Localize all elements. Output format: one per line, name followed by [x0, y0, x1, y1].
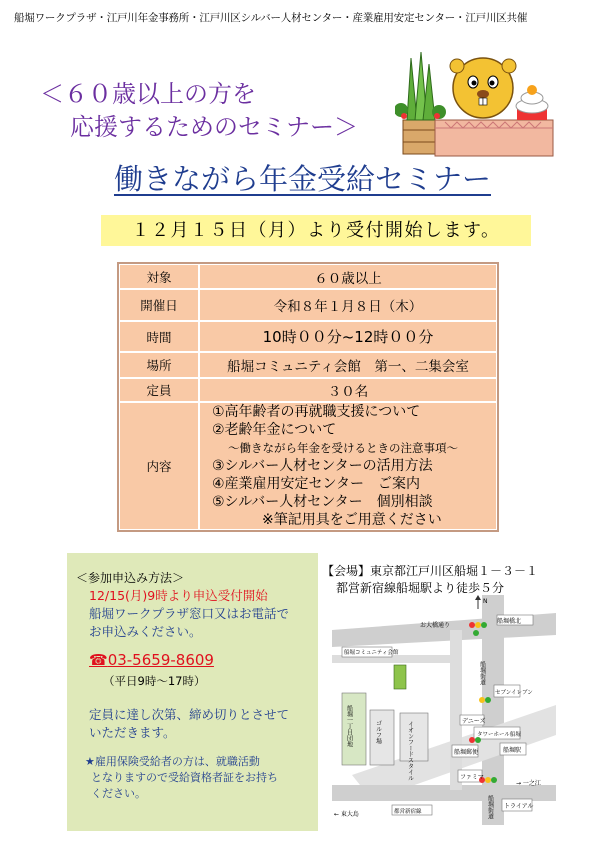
sponsors-line: 船堀ワークプラザ・江戸川年金事務所・江戸川区シルバー人材センター・産業雇用安定センター・江戸川区共催 — [14, 12, 528, 24]
content-item-3: ③シルバー人材センターの活用方法 — [212, 458, 433, 474]
map-label-1chome: 船堀一丁目団地 — [345, 705, 353, 747]
reception-banner: １２月１５日（月）より受付開始します。 — [101, 215, 531, 246]
map-label-seven-eleven: セブンイレブン — [495, 690, 533, 696]
content-label: 内容 — [119, 402, 199, 530]
application-box — [67, 553, 318, 831]
deadline-line-1: 定員に達し次第、締め切りとさせて — [89, 707, 290, 722]
page-title — [0, 157, 605, 198]
map-label-funabori-kaido-south: 船堀街道 — [486, 795, 494, 819]
apply-heading: ＜参加申込み方法＞ — [76, 571, 185, 585]
map-label-golf: ゴルフ場 — [374, 720, 382, 744]
map-label-ichinoe: → 一之江 — [516, 780, 541, 787]
time-value: 10時００分~12時００分 — [199, 321, 497, 352]
subtitle-line-2: 応援するためのセミナー＞ — [70, 113, 358, 141]
writing-tools-note: ※筆記用具をご用意ください — [262, 512, 442, 528]
note-line-2: となりますので受給資格者証をお持ち — [91, 771, 278, 784]
phone-number-text: 03-5659-8609 — [107, 651, 214, 669]
map-label-tower-hall: タワーホール船堀 — [477, 732, 521, 738]
venue-address: 【会場】東京都江戸川区船堀１－３－１ — [322, 564, 539, 578]
content-item-2-note: ～働きながら年金を受けるときの注意事項～ — [228, 441, 458, 455]
content-item-2: ②老齢年金について — [212, 422, 337, 438]
content-list — [199, 402, 497, 530]
map-label-aeon: イオンフードスタイル — [406, 721, 414, 781]
phone-hours: （平日9時～17時） — [103, 674, 206, 688]
map-label-higashiojima: ← 東大島 — [334, 811, 359, 818]
time-label: 時間 — [119, 321, 199, 352]
kagami-mochi-icon — [516, 85, 548, 120]
capacity-label: 定員 — [119, 378, 199, 402]
map-label-funabori-kaido: 船堀街道 — [478, 661, 486, 685]
deadline-line-2: いただきます。 — [89, 725, 176, 740]
place-value: 船堀コミュニティ会館 第一、二集会室 — [199, 352, 497, 378]
venue-info — [322, 563, 538, 597]
date-label: 開催日 — [119, 289, 199, 321]
venue-map — [332, 595, 556, 825]
row-time — [119, 321, 497, 352]
phone-number[interactable] — [89, 651, 214, 669]
mascot-illustration — [395, 50, 555, 158]
map-label-trial: トライアル — [504, 803, 534, 810]
content-item-4: ④産業雇用安定センター ご案内 — [212, 476, 420, 492]
map-label-station: 船堀駅 — [503, 747, 522, 754]
map-label-kosai: 船堀橋北 — [497, 618, 522, 625]
row-place — [119, 352, 497, 378]
date-value: 令和８年１月８日（木） — [199, 289, 497, 321]
content-item-1: ①高年齢者の再就職支援について — [212, 404, 421, 420]
seminar-subtitle — [40, 78, 358, 144]
target-value: ６０歳以上 — [199, 264, 497, 289]
map-community-marker — [394, 665, 406, 689]
capacity-value: ３０名 — [199, 378, 497, 402]
page-title-text: 働きながら年金受給セミナー — [113, 162, 491, 196]
map-label-okubashi: お大橋通り — [420, 622, 451, 629]
apply-line-2: お申込みください。 — [89, 624, 202, 639]
north-label: N — [483, 598, 488, 605]
map-label-dennys: デニーズ — [462, 718, 486, 725]
map-label-community: 船堀コミュニティ会館 — [344, 650, 399, 656]
seminar-info-table — [117, 262, 499, 532]
apply-start: 12/15(月)9時より申込受付開始 — [89, 588, 268, 603]
row-target — [119, 264, 497, 289]
subtitle-line-1: ＜６０歳以上の方を — [40, 80, 256, 108]
apply-line-1: 船堀ワークプラザ窓口又はお電話で — [89, 606, 290, 621]
row-date — [119, 289, 497, 321]
content-item-5: ⑤シルバー人材センター 個別相談 — [212, 494, 433, 510]
map-label-shinjuku-line: 都営新宿線 — [394, 809, 422, 815]
row-capacity — [119, 378, 497, 402]
venue-access: 都営新宿線船堀駅より徒歩５分 — [336, 581, 505, 595]
note-line-1: ★雇用保険受給者の方は、就職活動 — [85, 755, 260, 768]
phone-icon: ☎ — [89, 651, 108, 669]
map-label-familymart: ファミマ — [460, 774, 484, 781]
note-line-3: ください。 — [91, 787, 146, 800]
map-label-post: 船堀郵便 — [454, 749, 479, 756]
row-content — [119, 402, 497, 530]
place-label: 場所 — [119, 352, 199, 378]
target-label: 対象 — [119, 264, 199, 289]
